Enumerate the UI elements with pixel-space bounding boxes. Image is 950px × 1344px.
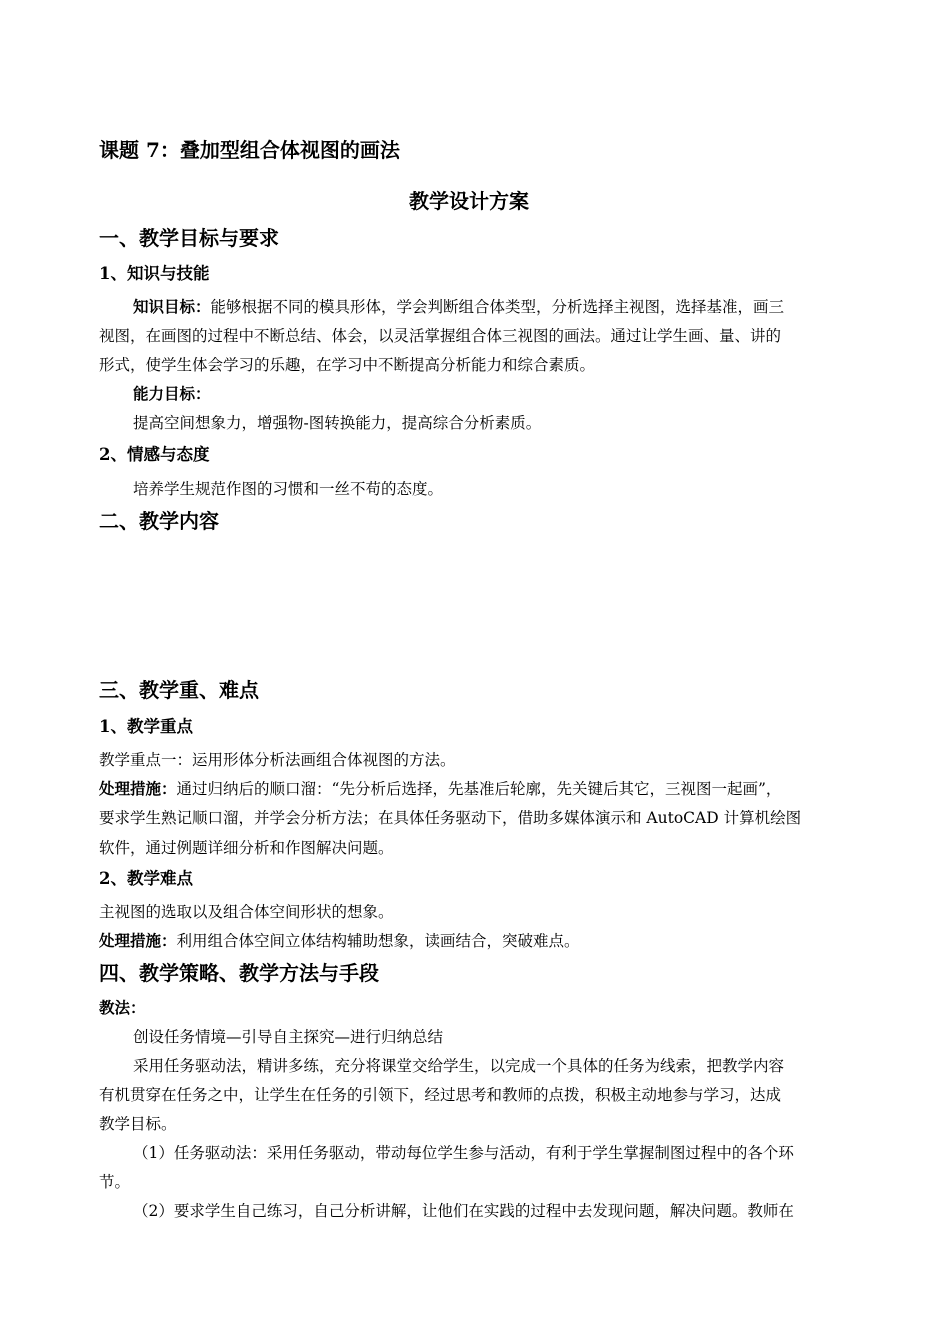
difficulty-text: 主视图的选取以及组合体空间形状的想象。 [99,903,394,921]
knowledge-goal-text-1: 能够根据不同的模具形体，学会判断组合体类型，分析选择主视图，选择基准，画三 [210,298,785,316]
measure-2-label: 处理措施： [99,931,177,950]
knowledge-goal-label: 知识目标： [133,297,211,316]
strategy-paragraph-line-2: 有机贯穿在任务之中，让学生在任务的引领下，经过思考和教师的点拨，积极主动地参与学习，达成 [99,1086,782,1104]
section-1-subheading-2: 2、情感与态度 [99,445,210,464]
section-3-subheading-2: 2、教学难点 [99,869,193,888]
measure-2-text: 利用组合体空间立体结构辅助想象，读画结合，突破难点。 [176,932,580,950]
lesson-title: 课题 7：叠加型组合体视图的画法 [99,138,400,162]
teaching-flow-text: 创设任务情境—引导自主探究—进行归纳总结 [133,1028,444,1046]
task-driven-line-1: （1）任务驱动法：采用任务驱动，带动每位学生参与活动，有利于学生掌握制图过程中的各个环 [133,1144,794,1162]
measure-1-line-1 [99,779,781,799]
task-driven-line-2: 节。 [99,1173,131,1191]
measure-1-line-3: 软件，通过例题详细分析和作图解决问题。 [99,839,394,857]
ability-goal-label: 能力目标： [133,384,211,403]
measure-1-label: 处理措施： [99,779,177,798]
strategy-paragraph-line-3: 教学目标。 [99,1115,177,1133]
measure-1-line-2: 要求学生熟记顺口溜，并学会分析方法；在具体任务驱动下，借助多媒体演示和 AutoCAD 计算机绘图 [99,809,802,827]
strategy-paragraph-line-1: 采用任务驱动法，精讲多练，充分将课堂交给学生，以完成一个具体的任务为线索，把教学内容 [133,1057,785,1075]
section-4-heading: 四、教学策略、教学方法与手段 [99,961,379,985]
section-2-heading: 二、教学内容 [99,509,219,533]
ability-goal-text: 提高空间想象力，增强物-图转换能力，提高综合分析素质。 [133,414,542,432]
plan-title: 教学设计方案 [409,189,529,213]
section-1-subheading-1: 1、知识与技能 [99,264,210,283]
section-1-heading: 一、教学目标与要求 [99,226,279,250]
attitude-text: 培养学生规范作图的习惯和一丝不苟的态度。 [133,480,444,498]
knowledge-goal-line-1 [133,297,851,317]
measure-1-text-1: 通过归纳后的顺口溜：“先分析后选择，先基准后轮廓，先关键后其它，三视图一起画”， [176,780,782,798]
key-point-text: 教学重点一：运用形体分析法画组合体视图的方法。 [99,751,456,769]
knowledge-goal-line-2: 视图，在画图的过程中不断总结、体会，以灵活掌握组合体三视图的画法。通过让学生画、量、讲的 [99,327,782,345]
practice-line-1: （2）要求学生自己练习，自己分析讲解，让他们在实践的过程中去发现问题，解决问题。教师在 [133,1202,794,1220]
section-3-heading: 三、教学重、难点 [99,678,259,702]
measure-2-line [99,931,580,951]
teaching-method-label: 教法： [99,998,146,1017]
section-3-subheading-1: 1、教学重点 [99,717,193,736]
knowledge-goal-line-3: 形式，使学生体会学习的乐趣，在学习中不断提高分析能力和综合素质。 [99,356,596,374]
